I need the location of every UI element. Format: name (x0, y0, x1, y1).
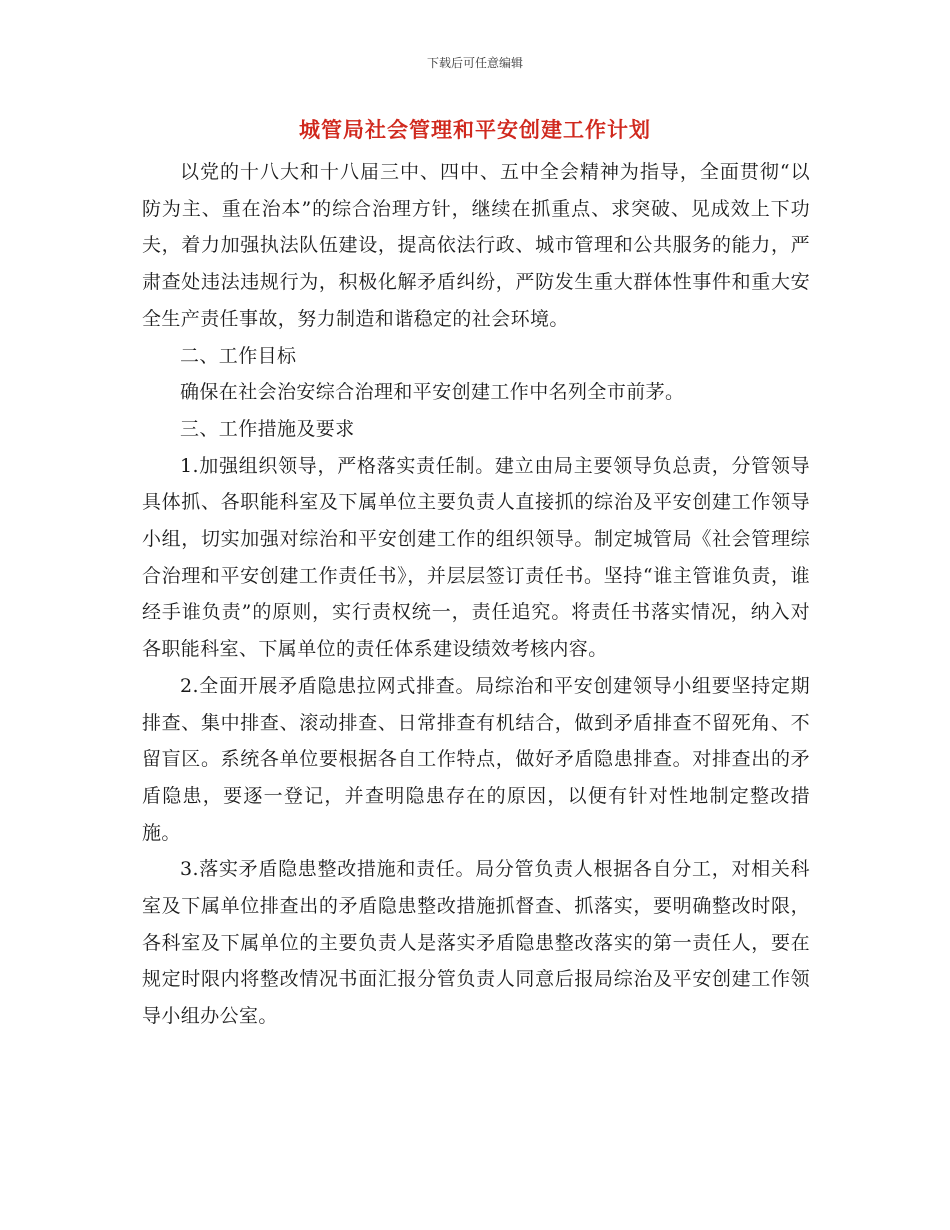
paragraph-measure-2: 2.全面开展矛盾隐患拉网式排查。局综治和平安创建领导小组要坚持定期排查、集中排查、滚动排查、日常排查有机结合，做到矛盾排查不留死角、不留盲区。系统各单位要根据各自工作特点，做好矛盾隐患排查。对排查出的矛盾隐患，要逐一登记，并查明隐患存在的原因，以便有针对性地制定整改措施。 (142, 674, 810, 844)
document-body (142, 154, 810, 1035)
heading-work-goals: 二、工作目标 (180, 344, 297, 367)
heading-measures: 三、工作措施及要求 (180, 417, 355, 440)
paragraph-goal: 确保在社会治安综合治理和平安创建工作中名列全市前茅。 (180, 381, 685, 404)
paragraph-measure-3: 3.落实矛盾隐患整改措施和责任。局分管负责人根据各自分工，对相关科室及下属单位排查出的矛盾隐患整改措施抓督查、抓落实，要明确整改时限，各科室及下属单位的主要负责人是落实矛盾隐患整改落实的第一责任人，要在规定时限内将整改情况书面汇报分管负责人同意后报局综治及平安创建工作领导小组办公室。 (142, 858, 810, 1028)
header-note: 下载后可任意编辑 (426, 56, 523, 70)
paragraph-intro: 以党的十八大和十八届三中、四中、五中全会精神为指导，全面贯彻“以防为主、重在治本”的综合治理方针，继续在抓重点、求突破、见成效上下功夫，着力加强执法队伍建设，提高依法行政、城市管理和公共服务的能力，严肃查处违法违规行为，积极化解矛盾纠纷，严防发生重大群体性事件和重大安全生产责任事故，努力制造和谐稳定的社会环境。 (142, 161, 810, 330)
paragraph-measure-1: 1.加强组织领导，严格落实责任制。建立由局主要领导负总责，分管领导具体抓、各职能科室及下属单位主要负责人直接抓的综治及平安创建工作领导小组，切实加强对综治和平安创建工作的组织领导。制定城管局《社会管理综合治理和平安创建工作责任书》，并层层签订责任书。坚持“谁主管谁负责，谁经手谁负责”的原则，实行责权统一，责任追究。将责任书落实情况，纳入对各职能科室、下属单位的责任体系建设绩效考核内容。 (142, 454, 810, 661)
document-title: 城管局社会管理和平安创建工作计划 (299, 118, 651, 142)
